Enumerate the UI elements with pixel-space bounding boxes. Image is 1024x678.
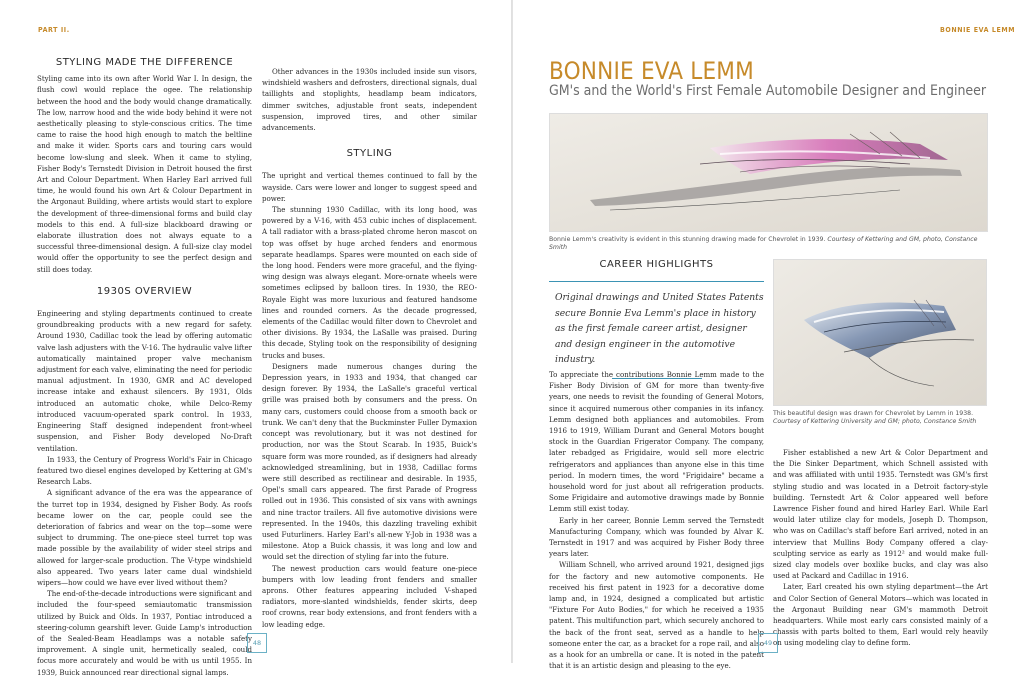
caption-credit: Courtesy of Kettering University and GM; photo, Constance Smith [773,418,977,426]
chapter-subtitle: GM's and the World's First Female Automobile Designer and Engineer [549,83,987,99]
section-heading-1930s-overview: 1930S OVERVIEW [96,285,193,297]
pull-quote-text: Original drawings and United States Patents secure Bonnie Eva Lemm's place in history as the first female career artist, designer and design engineer in the automotive industry. [555,292,764,365]
gutter [511,0,513,663]
caption-text: This beautiful design was drawn for Chevrolet by Lemm in 1938. [773,410,974,417]
paragraph: Designers made numerous changes during the Depression years, in 1933 and 1934, that changed car design forever. By 1934, the LaSalle's graceful vertical grille was praised both by consumers and the press. On many cars, customers could choose from a smooth back or trunk. We can't deny that the Buckminster Fuller Dymaxion concept was revolutionary, but it was not destined for production, nor was the Stout Scarab. In 1935, Buick's square form was more rounded, as if designers had already acknowledged streamlining, but in 1938, Cadillac forms were still described as rectilinear and desirable. In 1935, Opel's small cars appeared. The first Parade of Progress rolled out in 1936. This consisted of six vans with awnings and nine tractor trailers. All five automotive divisions were represented. In the 1940s, this dazzling traveling exhibit used Futurliners. Harley Earl's all-new Y-Job in 1938 was a milestone. Atop a Buick chassis, it was long and low and would set the direction of styling far into the future. [262,361,477,562]
left-column-2 [262,66,477,630]
figure-1-caption [549,236,989,253]
running-head-right: BONNIE EVA LEMM [940,26,1016,34]
chapter-title: BONNIE EVA LEMM [549,57,754,85]
paragraph: The end-of-the-decade introductions were significant and included the four-speed semiautomatic transmission utilized by Buick and Olds. In 1937, Pontiac introduced a steering-column gearshift lever. Guide Lamp's introduction of the Sealed-Beam Headlamps was a notable safety improvement. A single unit, hermetically sealed, could focus more accurately and would be with us until 1955. In 1939, Buick announced rear directional signal lamps. [37,589,252,677]
figure-chevrolet-1939-drawing [549,113,988,232]
left-column-1 [37,57,252,678]
paragraph: Engineering and styling departments continued to create groundbreaking products with a new regard for safety. Around 1930, Cadillac took the lead by offering automatic valve lash adjusters with the V-16. The hydraulic valve lifter automatically maintained proper valve mechanism adjustment for each valve, eliminating the need for periodic manual adjustment. In 1930, GMR and AC developed increase intake and exhaust silencers. By 1931, Olds introduced an automatic choke, while Delco-Remy introduced vacuum-operated spark control. In 1933, Engineering Staff designed independent front-wheel suspension, and Fisher Body developed No-Draft ventilation. [37,309,252,453]
section-heading-styling: STYLING [346,148,393,160]
caption-credit: Courtesy of Kettering and GM, photo, Constance Smith [549,236,978,252]
paragraph: Styling came into its own after World War I. In design, the flush cowl would replace the ogee. The relationship between the hood and the body would change dramatically. The low, narrow hood and the wide body behind it were not aesthetically pleasing to style-conscious critics. The time came to raise the hood high enough to match the beltline and make it wider. Sports cars and touring cars would become low-slung and sleek. When it came to styling, Fisher Body's Ternstedt Division in Detroit housed the first Art and Colour Department. When Harley Earl arrived full time, he would found his own Art & Colour Department in the Argonaut Building, where artists would start to explore the development of three-dimensional forms and build clay models to this end. A full-size blackboard drawing or elaborate illustration does not always equate to a successful three-dimensional design. A full-size clay model would offer the opportunity to see the perfect design and still does today. [37,74,252,274]
section-heading-career-highlights: CAREER HIGHLIGHTS [599,259,714,270]
page-number-right: 49 [758,633,778,653]
paragraph: The upright and vertical themes continued to fall by the wayside. Cars were lower and longer to suggest speed and power. [262,171,477,203]
pull-quote [549,281,764,379]
right-column-1 [549,369,764,671]
section-heading-styling-difference: STYLING MADE THE DIFFERENCE [55,57,234,68]
paragraph: Fisher established a new Art & Color Department and the Die Sinker Department, which Schnell assisted with and was affiliated with until 1935. Ternstedt was GM's first styling studio and was located in a Detroit factory-style building. Ternstedt Art & Color appeared well before Lawrence Fisher found and hired Harley Earl. While Earl would later utilize clay for models, Joseph D. Thompson, who was on Cadillac's staff before Earl arrived, noted in an interview that Mullins Body Company offered a clay-sculpting service as early as 1912² and would make full-sized clay models over boxlike bucks, and clay was also used at Packard and Cadillac in 1916. [773,448,988,581]
figure-2-caption [773,410,988,427]
paragraph: To appreciate the contributions Bonnie Lemm made to the Fisher Body Division of GM for more than twenty-five years, one needs to revisit the founding of General Motors, since it acquired numerous other companies in its infancy. Lemm designed both appliances and automobiles. From 1916 to 1919, William Durant and General Motors bought stock in the Guardian Frigerator Company. The company, later rebadged as Frigidaire, would sell more electric refrigerators and appliances than anyone else in this time period. In modern times, the word "Frigidaire" became a household word for just about all refrigeration products. Some Frigidaire and automotive drawings made by Bonnie Lemm still exist today. [549,370,764,514]
right-column-2 [773,447,988,649]
paragraph: In 1933, the Century of Progress World's Fair in Chicago featured two diesel engines developed by Kettering at GM's Research Labs. [37,454,252,487]
paragraph: William Schnell, who arrived around 1921, designed jigs for the factory and new automotive components. He received his first patent in 1923 for a decorative dome lamp and, in 1924, designed a complicated but artistic "Fixture For Auto Bodies," for which he received a 1935 patent. This multifunction part, which securely anchored to the back of the front seat, served as a handle to help someone enter the car, as a bracket for a rope rail, and also as a hook for an umbrella or cane. It is noted in the patent that it is an artistic design and pleasing to the eye. [549,560,764,671]
paragraph: The stunning 1930 Cadillac, with its long hood, was powered by a V-16, with 453 cubic inches of displacement. A tall radiator with a brass-plated chrome heron mascot on top was offset by huge arched fenders and enormous separate headlamps. Spares were mounted on each side of the long hood. Fenders were more graceful, and the flying-wing design was always elegant. More-ornate wheels were sometimes eclipsed by balloon tires. In 1930, the REO-Royale Eight was more luxurious and featured handsome lines and rounded corners. As the decade progressed, elements of the Cadillac would filter down to Chevrolet and other divisions. By 1934, the LaSalle was praised. During this decade, Styling took on the responsibility of designing trucks and buses. [262,205,477,360]
paragraph: Early in her career, Bonnie Lemm served the Ternstedt Manufacturing Company, which was founded by Alvar K. Ternstedt in 1917 and was acquired by Fisher Body three years later. [549,515,764,559]
car-sketch-image [550,114,987,231]
paragraph: Later, Earl created his own styling department—the Art and Color Section of General Motors—which was located in the Argonaut Building near GM's mammoth Detroit headquarters. While most early cars consisted mainly of a chassis with parts bolted to them, Earl would rely heavily on using modeling clay to define form. [773,582,988,648]
paragraph: Other advances in the 1930s included inside sun visors, windshield washers and defrosters, directional signals, dual taillights and stoplights, headlamp beam indicators, dimmer switches, adjustable front seats, independent suspension, improved tires, and other similar advancements. [262,67,477,133]
car-sketch-image-2 [774,260,986,405]
caption-text: Bonnie Lemm's creativity is evident in this stunning drawing made for Chevrolet in 1939. [549,236,826,243]
paragraph: A significant advance of the era was the appearance of the turret top in 1934, designed by Fisher Body. As roofs became lower on the car, people could see the deterioration of fabrics and wear on the top—some were subject to drumming. The one-piece steel turret top was made possible by the availability of wider steel strips and allowed for larger-scale production. The V-type windshield also appeared. Two years later came dual windshield wipers—how could we have ever lived without them? [37,488,252,587]
figure-chevrolet-1938-drawing [773,259,987,406]
running-head-left: PART II. [38,26,70,34]
paragraph: The newest production cars would feature one-piece bumpers with low leading front fenders and smaller aprons. Other features appearing included V-shaped radiators, more-slanted windshields, fender skirts, deep roof crowns, rear body extensions, and front fenders with a low leading edge. [262,563,477,629]
page-number-left: 48 [247,633,267,653]
